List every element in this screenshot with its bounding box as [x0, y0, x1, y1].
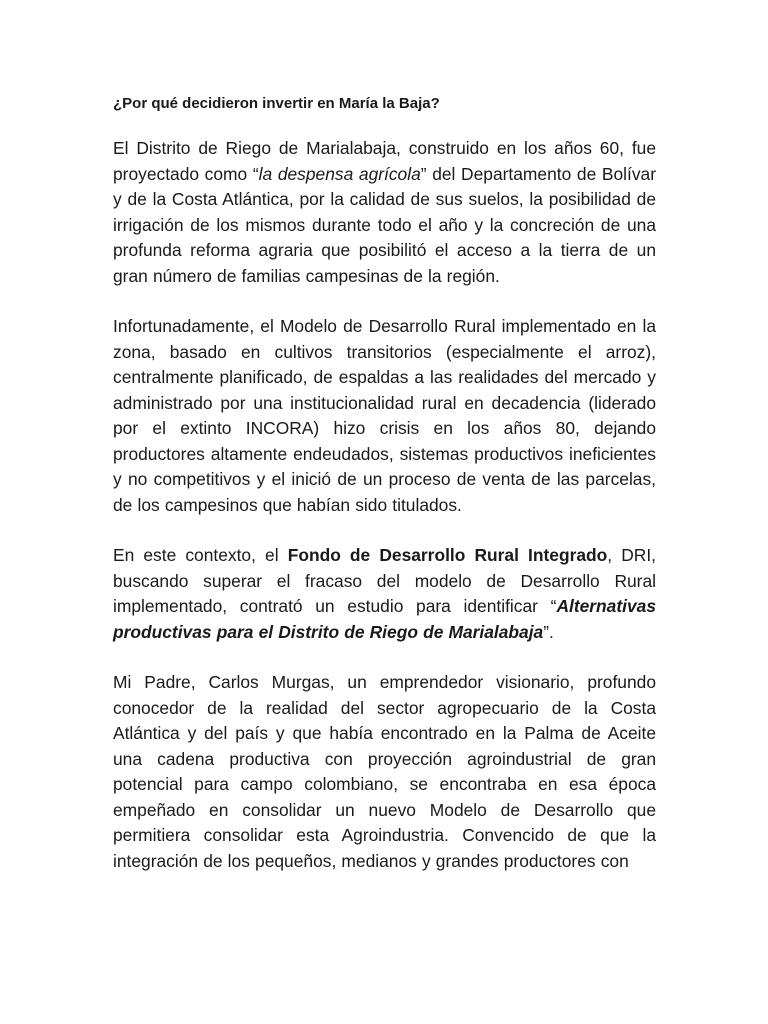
paragraph-1-italic-phrase: la despensa agrícola: [258, 163, 421, 184]
paragraph-3-bold-italic-phrase: Alternativas productivas para el Distrito de Riego de Marialabaja: [113, 596, 656, 642]
paragraph-3-text-a: En este contexto, el: [113, 545, 288, 565]
paragraph-3-text-c: , DRI, buscando superar el fracaso del modelo de Desarrollo Rural implementado, contrató un estudio para identificar “: [113, 545, 656, 616]
paragraph-1: [113, 136, 656, 289]
paragraph-3: [113, 543, 656, 645]
paragraph-1-text-a: El Distrito de Riego de Marialabaja, construido en los años 60, fue proyectado como “: [113, 138, 656, 184]
document-heading: ¿Por qué decidieron invertir en María la Baja?: [113, 95, 440, 112]
paragraph-3-text-e: ”.: [543, 621, 554, 642]
paragraph-1-text-c: ” del Departamento de Bolívar y de la Costa Atlántica, por la calidad de sus suelos, la posibilidad de irrigación de los mismos durante todo el año y la concreción de una profunda reforma agraria que posibilitó el acceso a la tierra de un gran número de familias campesinas de la región.: [113, 163, 657, 286]
paragraph-4: Mi Padre, Carlos Murgas, un emprendedor visionario, profundo conocedor de la realidad del sector agropecuario de la Costa Atlántica y del país y que había encontrado en la Palma de Aceite una cadena productiva con proyección agroindustrial de gran potencial para campo colombiano, se encontraba en esa época empeñado en consolidar un nuevo Modelo de Desarrollo que permitiera consolidar esta Agroindustria. Convencido de que la integración de los pequeños, medianos y grandes productores con: [113, 672, 656, 871]
paragraph-2: Infortunadamente, el Modelo de Desarrollo Rural implementado en la zona, basado en cultivos transitorios (especialmente el arroz), centralmente planificado, de espaldas a las realidades del mercado y administrado por una institucionalidad rural en decadencia (liderado por el extinto INCORA) hizo crisis en los años 80, dejando productores altamente endeudados, sistemas productivos ineficientes y no competitivos y el inició de un proceso de venta de las parcelas, de los campesinos que habían sido titulados.: [113, 316, 656, 515]
paragraph-3-bold-phrase: Fondo de Desarrollo Rural Integrado: [287, 545, 608, 565]
